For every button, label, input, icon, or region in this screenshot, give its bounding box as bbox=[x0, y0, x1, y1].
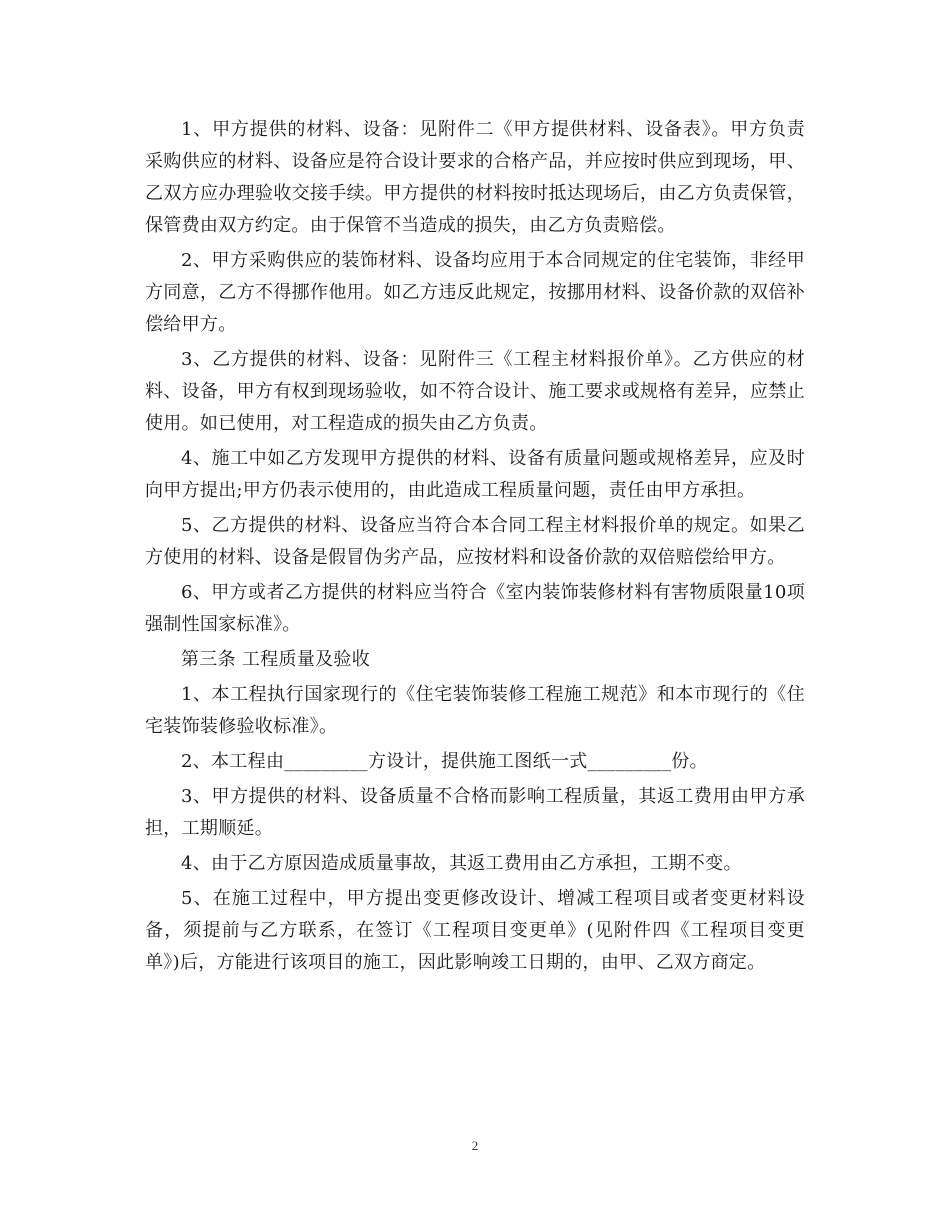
clause-material-supply-6: 6、甲方或者乙方提供的材料应当符合《室内装饰装修材料有害物质限量10项强制性国家标准》。 bbox=[145, 582, 805, 635]
clause-material-supply-4: 4、施工中如乙方发现甲方提供的材料、设备有质量问题或规格差异，应及时向甲方提出;甲方仍表示使用的，由此造成工程质量问题，责任由甲方承担。 bbox=[145, 448, 805, 501]
document-body bbox=[145, 114, 805, 982]
clause-material-supply-1: 1、甲方提供的材料、设备：见附件二《甲方提供材料、设备表》。甲方负责采购供应的材料、设备应是符合设计要求的合格产品，并应按时供应到现场，甲、乙双方应办理验收交接手续。甲方提供的材料按时抵达现场后，由乙方负责保管，保管费由双方约定。由于保管不当造成的损失，由乙方负责赔偿。 bbox=[145, 119, 805, 236]
clause-quality-5: 5、在施工过程中，甲方提出变更修改设计、增减工程项目或者变更材料设备，须提前与乙方联系，在签订《工程项目变更单》(见附件四《工程项目变更单》)后，方能进行该项目的施工，因此影响竣工日期的，由甲、乙双方商定。 bbox=[145, 888, 805, 973]
clause-material-supply-2: 2、甲方采购供应的装饰材料、设备均应用于本合同规定的住宅装饰，非经甲方同意，乙方不得挪作他用。如乙方违反此规定，按挪用材料、设备价款的双倍补偿给甲方。 bbox=[145, 250, 805, 335]
clause-quality-2: 2、本工程由_________方设计，提供施工图纸一式_________份。 bbox=[181, 751, 708, 772]
section-heading-article-3: 第三条 工程质量及验收 bbox=[181, 649, 371, 670]
clause-material-supply-3: 3、乙方提供的材料、设备：见附件三《工程主材料报价单》。乙方供应的材料、设备，甲方有权到现场验收，如不符合设计、施工要求或规格有差异，应禁止使用。如已使用，对工程造成的损失由乙方负责。 bbox=[145, 349, 805, 434]
page-number: 2 bbox=[471, 1138, 479, 1153]
clause-material-supply-5: 5、乙方提供的材料、设备应当符合本合同工程主材料报价单的规定。如果乙方使用的材料、设备是假冒伪劣产品，应按材料和设备价款的双倍赔偿给甲方。 bbox=[145, 515, 805, 568]
clause-quality-4: 4、由于乙方原因造成质量事故，其返工费用由乙方承担，工期不变。 bbox=[181, 853, 742, 874]
clause-quality-1: 1、本工程执行国家现行的《住宅装饰装修工程施工规范》和本市现行的《住宅装饰装修验收标准》。 bbox=[145, 684, 805, 737]
clause-quality-3: 3、甲方提供的材料、设备质量不合格而影响工程质量，其返工费用由甲方承担，工期顺延。 bbox=[145, 786, 805, 839]
